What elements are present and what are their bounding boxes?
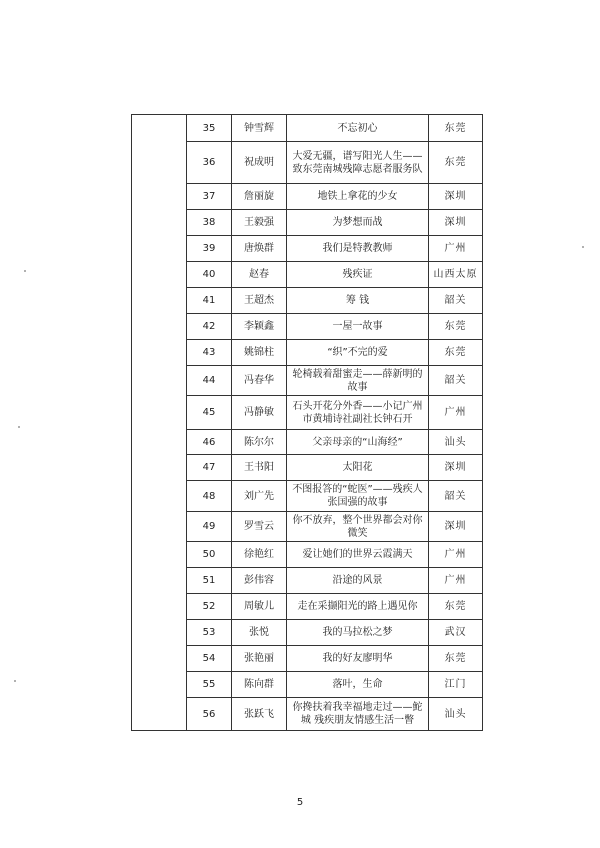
work-title: 我的好友廖明华 — [287, 646, 429, 672]
entry-number: 52 — [187, 594, 232, 620]
author-city: 东莞 — [429, 314, 483, 340]
work-title: 筹 钱 — [287, 288, 429, 314]
author-name: 王毅强 — [232, 210, 287, 236]
author-name: 王书阳 — [232, 455, 287, 481]
author-city: 广州 — [429, 236, 483, 262]
author-city: 东莞 — [429, 594, 483, 620]
work-title: 残疾证 — [287, 262, 429, 288]
category-cell — [132, 115, 187, 731]
work-title: 你不放弃，整个世界都会对你微笑 — [287, 512, 429, 542]
entry-number: 35 — [187, 115, 232, 142]
author-name: 陈尔尔 — [232, 430, 287, 455]
entry-number: 56 — [187, 698, 232, 731]
entry-number: 41 — [187, 288, 232, 314]
author-name: 詹丽旋 — [232, 184, 287, 210]
author-name: 张艳丽 — [232, 646, 287, 672]
author-name: 罗雪云 — [232, 512, 287, 542]
page-number: 5 — [296, 797, 304, 808]
award-list-body — [132, 115, 483, 731]
entry-number: 49 — [187, 512, 232, 542]
author-name: 张跃飞 — [232, 698, 287, 731]
author-city: 山西太原 — [429, 262, 483, 288]
author-city: 广州 — [429, 396, 483, 430]
table-row — [132, 115, 483, 142]
entry-number: 42 — [187, 314, 232, 340]
scan-speck — [14, 680, 16, 682]
work-title: 石头开花分外香——小记广州市黄埔诗社副社长钟石开 — [287, 396, 429, 430]
entry-number: 36 — [187, 142, 232, 184]
work-title: 父亲母亲的“山海经” — [287, 430, 429, 455]
entry-number: 43 — [187, 340, 232, 366]
author-city: 深圳 — [429, 455, 483, 481]
author-name: 祝成明 — [232, 142, 287, 184]
work-title: 地铁上拿花的少女 — [287, 184, 429, 210]
author-city: 江门 — [429, 672, 483, 698]
work-title: 爱让她们的世界云霞满天 — [287, 542, 429, 568]
entry-number: 55 — [187, 672, 232, 698]
author-city: 韶关 — [429, 366, 483, 396]
entry-number: 37 — [187, 184, 232, 210]
author-city: 东莞 — [429, 340, 483, 366]
author-name: 李颖鑫 — [232, 314, 287, 340]
author-city: 汕头 — [429, 698, 483, 731]
entry-number: 38 — [187, 210, 232, 236]
work-title: 我的马拉松之梦 — [287, 620, 429, 646]
author-city: 广州 — [429, 542, 483, 568]
author-name: 王超杰 — [232, 288, 287, 314]
scan-speck — [18, 426, 20, 428]
author-name: 张悦 — [232, 620, 287, 646]
author-name: 彭伟容 — [232, 568, 287, 594]
entry-number: 45 — [187, 396, 232, 430]
author-name: 周敏儿 — [232, 594, 287, 620]
author-name: 赵春 — [232, 262, 287, 288]
entry-number: 51 — [187, 568, 232, 594]
work-title: “织”不完的爱 — [287, 340, 429, 366]
work-title: 我们是特教教师 — [287, 236, 429, 262]
author-name: 姚锦柱 — [232, 340, 287, 366]
award-list-table — [131, 114, 483, 731]
work-title: 太阳花 — [287, 455, 429, 481]
scan-speck — [582, 246, 584, 248]
entry-number: 47 — [187, 455, 232, 481]
author-name: 冯静敏 — [232, 396, 287, 430]
work-title: 一屋一故事 — [287, 314, 429, 340]
author-city: 深圳 — [429, 210, 483, 236]
author-name: 冯春华 — [232, 366, 287, 396]
author-city: 深圳 — [429, 184, 483, 210]
entry-number: 50 — [187, 542, 232, 568]
work-title: 不图报答的“蛇医”——残疾人张国强的故事 — [287, 481, 429, 512]
entry-number: 40 — [187, 262, 232, 288]
author-name: 刘广先 — [232, 481, 287, 512]
entry-number: 39 — [187, 236, 232, 262]
author-city: 深圳 — [429, 512, 483, 542]
author-city: 东莞 — [429, 646, 483, 672]
work-title: 不忘初心 — [287, 115, 429, 142]
entry-number: 54 — [187, 646, 232, 672]
entry-number: 44 — [187, 366, 232, 396]
author-city: 韶关 — [429, 481, 483, 512]
work-title: 大爱无疆，谱写阳光人生——致东莞南城残障志愿者服务队 — [287, 142, 429, 184]
author-name: 钟雪辉 — [232, 115, 287, 142]
work-title: 轮椅载着甜蜜走——薛新明的故事 — [287, 366, 429, 396]
scan-speck — [24, 270, 26, 272]
author-city: 韶关 — [429, 288, 483, 314]
work-title: 走在采撷阳光的路上遇见你 — [287, 594, 429, 620]
entry-number: 46 — [187, 430, 232, 455]
author-city: 武汉 — [429, 620, 483, 646]
author-city: 东莞 — [429, 115, 483, 142]
work-title: 为梦想而战 — [287, 210, 429, 236]
entry-number: 53 — [187, 620, 232, 646]
author-name: 陈向群 — [232, 672, 287, 698]
author-name: 徐艳红 — [232, 542, 287, 568]
work-title: 你搀扶着我幸福地走过——鮀城 残疾朋友情感生活一瞥 — [287, 698, 429, 731]
author-city: 汕头 — [429, 430, 483, 455]
author-city: 广州 — [429, 568, 483, 594]
author-city: 东莞 — [429, 142, 483, 184]
work-title: 沿途的风景 — [287, 568, 429, 594]
entry-number: 48 — [187, 481, 232, 512]
work-title: 落叶，生命 — [287, 672, 429, 698]
author-name: 唐焕群 — [232, 236, 287, 262]
